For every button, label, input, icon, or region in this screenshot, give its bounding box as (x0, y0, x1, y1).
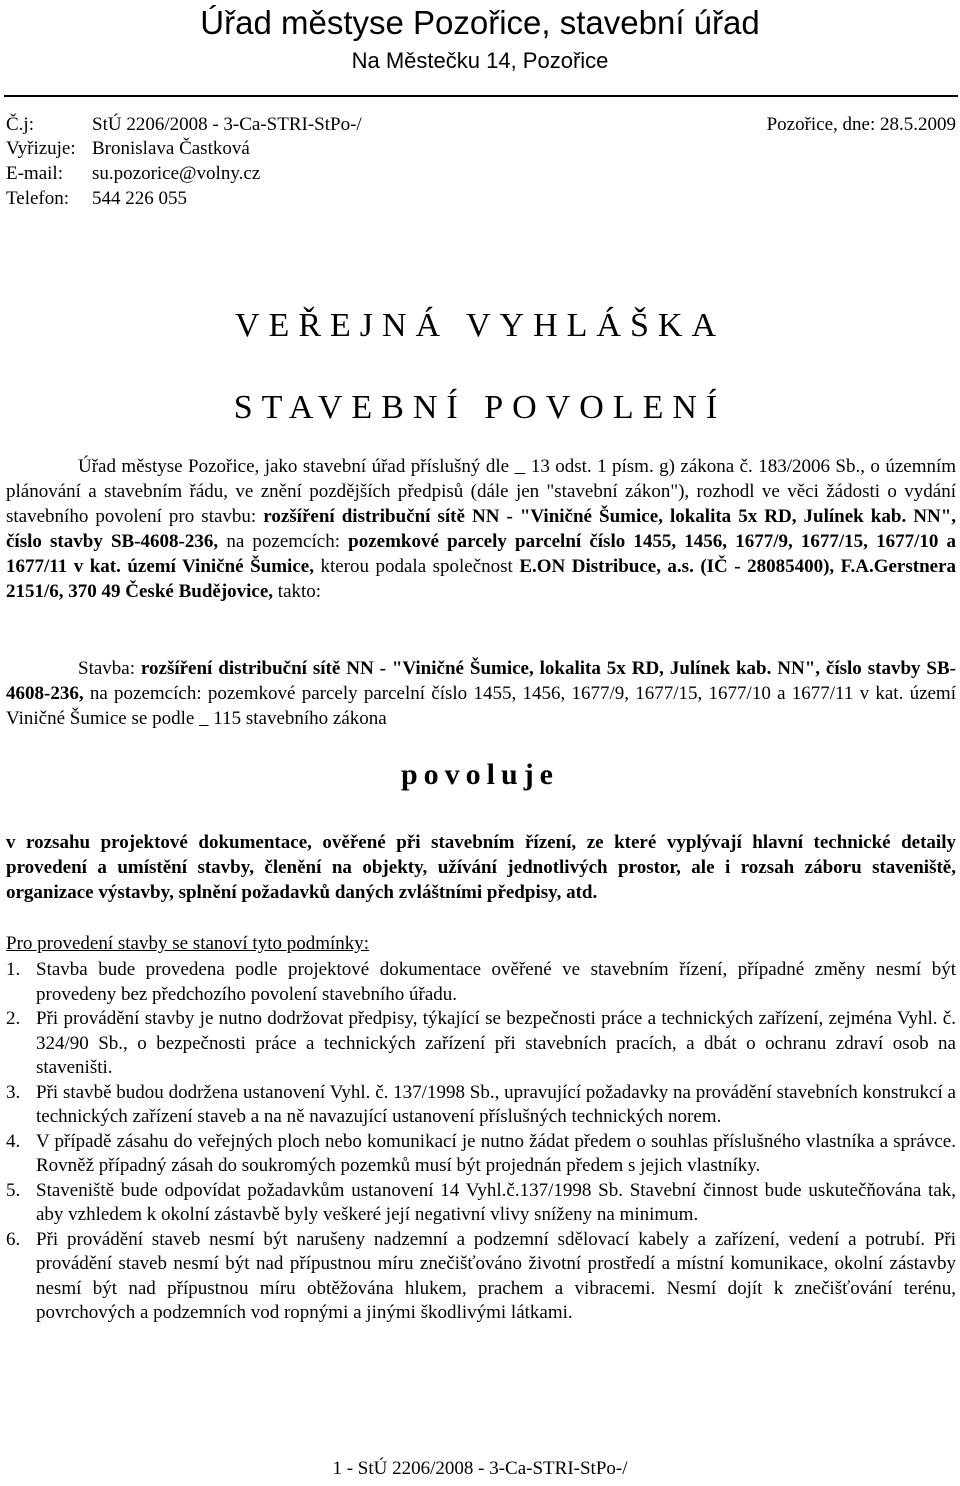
header-divider (4, 95, 958, 97)
intro-text-1: Úřad městyse Pozořice, jako stavební úřad příslušný dle (78, 456, 510, 477)
condition-number: 1. (6, 959, 21, 980)
condition-number: 6. (6, 1228, 21, 1250)
condition-text: Při stavbě budou dodržena ustanovení Vyhl. č. 137/1998 Sb., upravující požadavky na provádění stavebních konstrukcí a technických zařízení staveb a na ně navazující ustanovení příslušných technických norem. (36, 1081, 956, 1127)
condition-number: 5. (6, 1179, 21, 1201)
heading-povoluje: povoluje (400, 758, 559, 791)
conditions-heading: Pro provedení stavby se stanoví tyto podmínky: (6, 933, 370, 954)
office-address: Na Městečku 14, Pozořice (351, 48, 609, 73)
condition-number: 2. (6, 1008, 21, 1029)
paragraph-sign-icon (199, 708, 209, 729)
stavba-text-2: 115 stavebního zákona (213, 708, 387, 729)
condition-number: 3. (6, 1081, 21, 1103)
document-date: Pozořice, dne: 28.5.2009 (766, 114, 956, 135)
conditions-list (6, 958, 956, 1326)
phone-label: Telefon: (6, 188, 70, 209)
intro-bold-2: pozemkové parcely parcelní číslo 1455, 1456, 1677/9, 1677/15, 1677/10 a 1677/11 v kat. území Viničné Šumice, (6, 531, 957, 577)
list-item (6, 1007, 956, 1081)
heading-vyhlaska: VEŘEJNÁ VYHLÁŠKA (235, 307, 725, 344)
stavba-paragraph (6, 656, 956, 731)
phone-value: 544 226 055 (92, 188, 187, 209)
list-item (6, 1179, 956, 1228)
vyrizuje-value: Bronislava Častková (92, 138, 250, 159)
condition-number: 4. (6, 1130, 21, 1152)
stavba-label: Stavba: (78, 658, 135, 679)
intro-paragraph (6, 454, 956, 604)
condition-text: Při provádění stavby je nutno dodržovat předpisy, týkající se bezpečnosti práce a technických zařízení, zejména Vyhl. č. 324/90 Sb., o bezpečnosti práce a technických zařízení při stavebních pracích, a dbát o ochranu zdraví osob na staveništi. (36, 1008, 956, 1078)
email-label: E-mail: (6, 163, 63, 184)
vyrizuje-label: Vyřizuje: (6, 138, 76, 159)
condition-text: Stavba bude provedena podle projektové dokumentace ověřené ve stavebním řízení, případné změny nesmí být provedeny bez předchozího povolení stavebního úřadu. (36, 959, 956, 1005)
email-value[interactable]: su.pozorice@volny.cz (92, 163, 261, 184)
condition-text: V případě zásahu do veřejných ploch nebo komunikací je nutno žádat předem o souhlas příslušného vlastníka a správce. Rovněž případný zásah do soukromých pozemků musí být projednán předem s jejich vlastníky. (36, 1130, 956, 1176)
heading-povoleni: STAVEBNÍ POVOLENÍ (233, 389, 727, 426)
condition-text: Při provádění staveb nesmí být narušeny nadzemní a podzemní sdělovací kabely a zařízení, vedení a potrubí. Při provádění staveb nesmí být nad přípustnou míru znečišťováno životní prostředí a místní komunikace, okolní zástavby nesmí být nad přípustnou míru obtěžována hlukem, prachem a vibracemi. Nesmí dojít k znečišťování terénu, povrchových a podzemních vod ropnými a jinými škodlivými látkami. (36, 1228, 956, 1323)
intro-bold-1: rozšíření distribuční sítě NN - "Viničné Šumice, lokalita 5x RD, Julínek kab. NN", číslo stavby SB-4608-236, (6, 506, 956, 552)
cj-value: StÚ 2206/2008 - 3-Ca-STRI-StPo-/ (92, 114, 362, 135)
stavba-bold: rozšíření distribuční sítě NN - "Viničné Šumice, lokalita 5x RD, Julínek kab. NN", číslo stavby SB-4608-236, (6, 658, 956, 704)
intro-text-3: na pozemcích: (226, 531, 340, 552)
stavba-text: na pozemcích: pozemkové parcely parcelní číslo 1455, 1456, 1677/9, 1677/15, 1677/10 a 1677/11 v kat. území Viničné Šumice se podle (6, 683, 956, 729)
page-footer: 1 - StÚ 2206/2008 - 3-Ca-STRI-StPo-/ (332, 1458, 628, 1479)
list-item (6, 1228, 956, 1326)
office-title: Úřad městyse Pozořice, stavební úřad (200, 4, 760, 41)
list-item (6, 1130, 956, 1179)
list-item (6, 1081, 956, 1130)
paragraph-sign-icon (515, 456, 526, 477)
intro-bold-3: E.ON Distribuce, a.s. (IČ - 28085400), F.A.Gerstnera 2151/6, 370 49 České Budějovice, (6, 556, 957, 602)
intro-text-5: takto: (277, 581, 322, 602)
cj-label: Č.j: (6, 114, 34, 135)
scope-paragraph: v rozsahu projektové dokumentace, ověřené při stavebním řízení, ze které vyplývají hlavní technické detaily provedení a umístění stavby, členění na objekty, užívání jednotlivých prostor, ale i rozsah záboru staveniště, organizace výstavby, splnění požadavků daných zvláštními předpisy, atd. (6, 832, 956, 903)
intro-text-4: kterou podala společnost (320, 556, 513, 577)
intro-text-2: 13 odst. 1 písm. g) zákona č. 183/2006 Sb., o územním plánování a stavebním řádu, ve znění pozdějších předpisů (dále jen "stavební zákon"), rozhodl ve věci žádosti o vydání stavebního povolení pro stavbu: (6, 456, 957, 527)
condition-text: Staveniště bude odpovídat požadavkům ustanovení 14 Vyhl.č.137/1998 Sb. Stavební činnost bude uskutečňována tak, aby vzhledem k okolní zástavbě byly veškeré její negativní vlivy sníženy na minimum. (36, 1179, 956, 1225)
list-item (6, 958, 956, 1007)
